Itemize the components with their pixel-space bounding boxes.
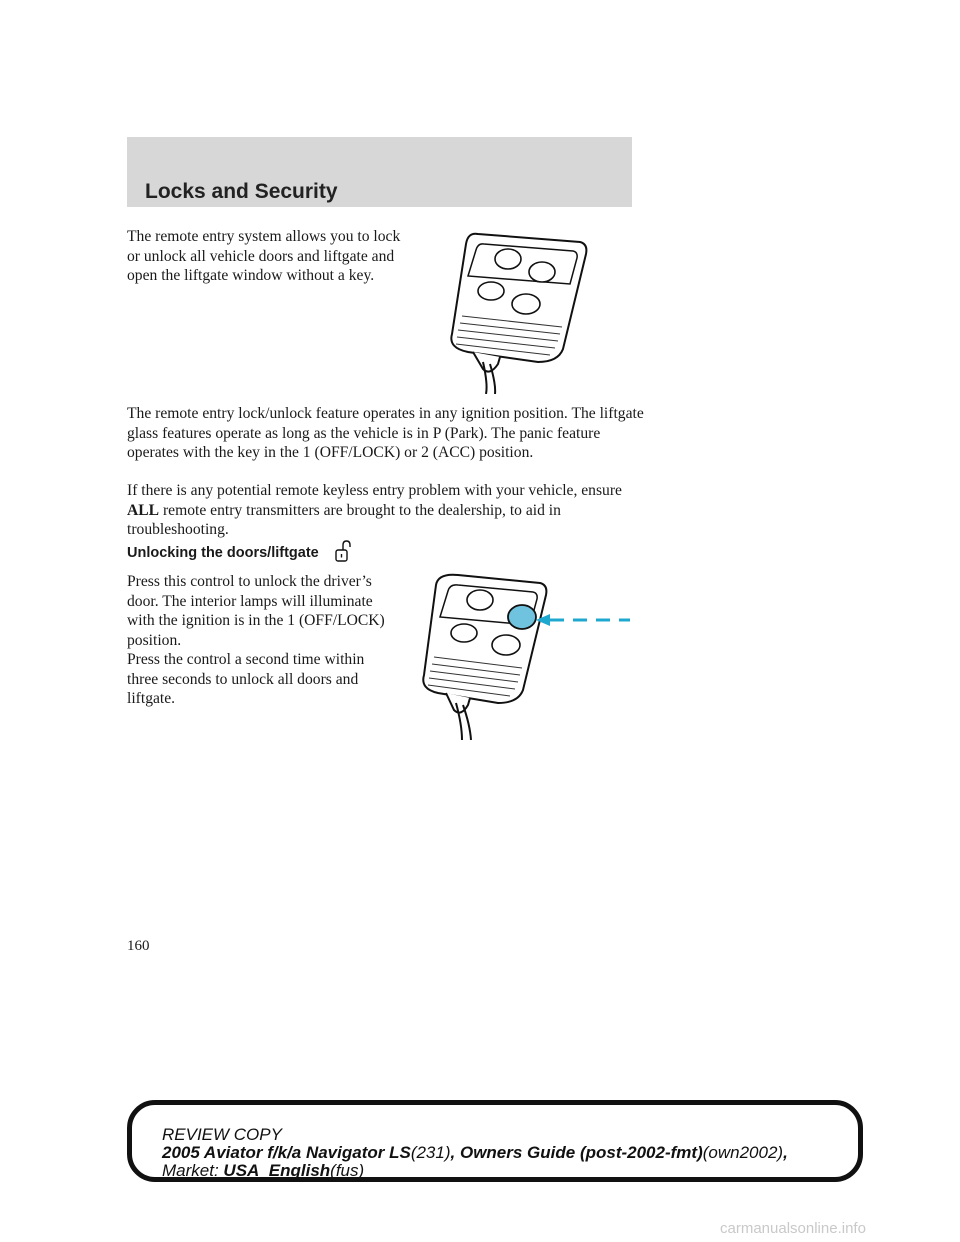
footer-market-label: Market: [162,1161,219,1180]
unlock-icon [334,539,352,563]
footer-market-code: (fus) [330,1161,365,1180]
remote-fob-illustration [438,224,588,394]
problem-emphasis: ALL [127,501,160,519]
unlock-paragraph-2: Press the control a second time within three seconds to unlock all doors and liftgate. [127,651,365,707]
ignition-paragraph: The remote entry lock/unlock feature operates in any ignition position. The liftgate glass features operate as long as the vehicle is in P (Park). The panic feature operates with the key in the 1 (OFF/LOCK) or 2 (ACC) position. [127,405,644,461]
remote-fob-unlock-illustration [418,565,638,740]
page-number: 160 [127,938,150,954]
problem-paragraph [127,481,647,540]
footer-sep1: , [450,1143,456,1162]
problem-text-after: remote entry transmitters are brought to the dealership, to aid in troubleshooting. [127,501,561,538]
footer-text [162,1126,788,1180]
footer-market: USA_English [223,1161,331,1180]
unlock-paragraph-1: Press this control to unlock the driver’s door. The interior lamps will illuminate with the ignition is in the 1 (OFF/LOCK) position. [127,573,385,649]
problem-text-before: If there is any potential remote keyless entry problem with your vehicle, ensure [127,482,622,499]
footer-market-line [162,1162,788,1180]
footer-model-code: (231) [410,1143,451,1162]
intro-paragraph: The remote entry system allows you to lock or unlock all vehicle doors and liftgate and open the liftgate window without a key. [127,228,401,284]
footer-review-line: REVIEW COPY [162,1125,282,1144]
footer-model-line [162,1144,788,1162]
footer-guide-code: (own2002) [702,1143,784,1162]
site-watermark: carmanualsonline.info [720,1220,866,1237]
footer-sep2: , [783,1143,788,1162]
section-title: Locks and Security [145,180,338,203]
footer-guide: Owners Guide (post-2002-fmt) [459,1143,703,1162]
footer-model: 2005 Aviator f/k/a Navigator LS [162,1143,411,1162]
unlock-heading: Unlocking the doors/liftgate [127,545,319,561]
